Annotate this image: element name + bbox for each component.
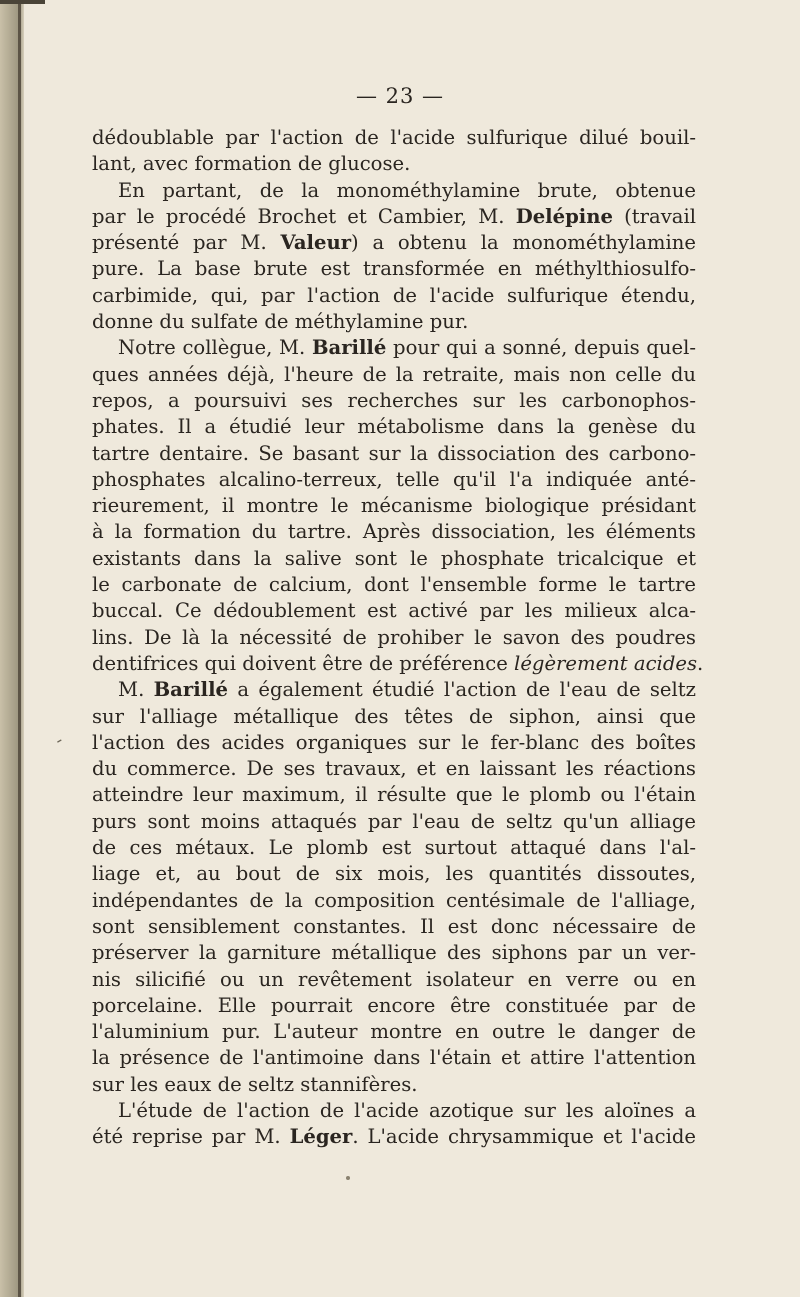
text-line: sont sensiblement constantes. Il est donc nécessaire de: [92, 914, 696, 938]
text-line: par le procédé Brochet et Cambier, M. Delépine (travail: [92, 204, 696, 228]
text-line: buccal. Ce dédoublement est activé par les milieux alca-: [92, 599, 696, 623]
text-line: atteindre leur maximum, il résulte que le plomb ou l'étain: [92, 783, 696, 807]
text-line: porcelaine. Elle pourrait encore être constituée par de: [92, 993, 696, 1017]
text-line: repos, a poursuivi ses recherches sur les carbonophos-: [92, 388, 696, 412]
text-line: sur l'alliage métallique des têtes de siphon, ainsi que: [92, 704, 696, 728]
text-line: du commerce. De ses travaux, et en laissant les réactions: [92, 757, 696, 781]
text-line: été reprise par M. Léger. L'acide chrysammique et l'acide: [92, 1125, 696, 1149]
text-line: donne du sulfate de méthylamine pur.: [92, 310, 469, 334]
text-line: existants dans la salive sont le phosphate tricalcique et: [92, 546, 696, 570]
body-text: [92, 125, 704, 1151]
text-line: l'action des acides organiques sur le fer-blanc des boîtes: [92, 730, 696, 754]
margin-pencil-mark: -: [51, 729, 67, 752]
text-line: tartre dentaire. Se basant sur la dissociation des carbono-: [92, 441, 696, 465]
text-line: la présence de l'antimoine dans l'étain et attire l'attention: [92, 1046, 696, 1070]
text-line: dédoublable par l'action de l'acide sulfurique dilué bouil-: [92, 126, 696, 149]
text-line: nis silicifié ou un revêtement isolateur en verre ou en: [92, 967, 696, 991]
text-line: En partant, de la monométhylamine brute, obtenue: [118, 178, 696, 202]
text-line: phates. Il a étudié leur métabolisme dans la genèse du: [92, 415, 696, 439]
text-line: préserver la garniture métallique des siphons par un ver-: [92, 941, 696, 965]
text-line: pure. La base brute est transformée en méthylthiosulfo-: [92, 257, 696, 281]
text-line: ques années déjà, l'heure de la retraite, mais non celle du: [92, 362, 696, 386]
text-line: de ces métaux. Le plomb est surtout attaqué dans l'al-: [92, 836, 696, 860]
text-line: présenté par M. Valeur) a obtenu la monométhylamine: [92, 231, 696, 255]
text-line: M. Barillé a également étudié l'action de l'eau de seltz: [118, 678, 696, 702]
text-line: sur les eaux de seltz stannifères.: [92, 1072, 418, 1096]
text-line: L'étude de l'action de l'acide azotique sur les aloïnes a: [118, 1098, 696, 1122]
text-line: indépendantes de la composition centésimale de l'alliage,: [92, 888, 696, 912]
page-number: — 23 —: [355, 84, 445, 108]
text-line: rieurement, il montre le mécanisme biologique présidant: [92, 494, 696, 518]
text-line: purs sont moins attaqués par l'eau de seltz qu'un alliage: [92, 809, 696, 833]
text-line: lant, avec formation de glucose.: [92, 152, 411, 176]
gutter-rule: [18, 0, 21, 1297]
text-line: le carbonate de calcium, dont l'ensemble forme le tartre: [92, 573, 696, 597]
top-rule: [0, 0, 45, 4]
text-line: Notre collègue, M. Barillé pour qui a sonné, depuis quel-: [118, 336, 696, 360]
text-line: à la formation du tartre. Après dissociation, les éléments: [92, 520, 696, 544]
text-line: lins. De là la nécessité de prohiber le savon des poudres: [92, 625, 696, 649]
ink-speck: [346, 1176, 350, 1180]
text-line: dentifrices qui doivent être de préférence légèrement acides.: [92, 651, 704, 675]
text-line: carbimide, qui, par l'action de l'acide sulfurique étendu,: [92, 283, 696, 307]
text-line: phosphates alcalino-terreux, telle qu'il l'a indiquée anté-: [92, 467, 696, 491]
text-line: l'aluminium pur. L'auteur montre en outre le danger de: [92, 1020, 696, 1044]
text-line: liage et, au bout de six mois, les quantités dissoutes,: [92, 862, 696, 886]
